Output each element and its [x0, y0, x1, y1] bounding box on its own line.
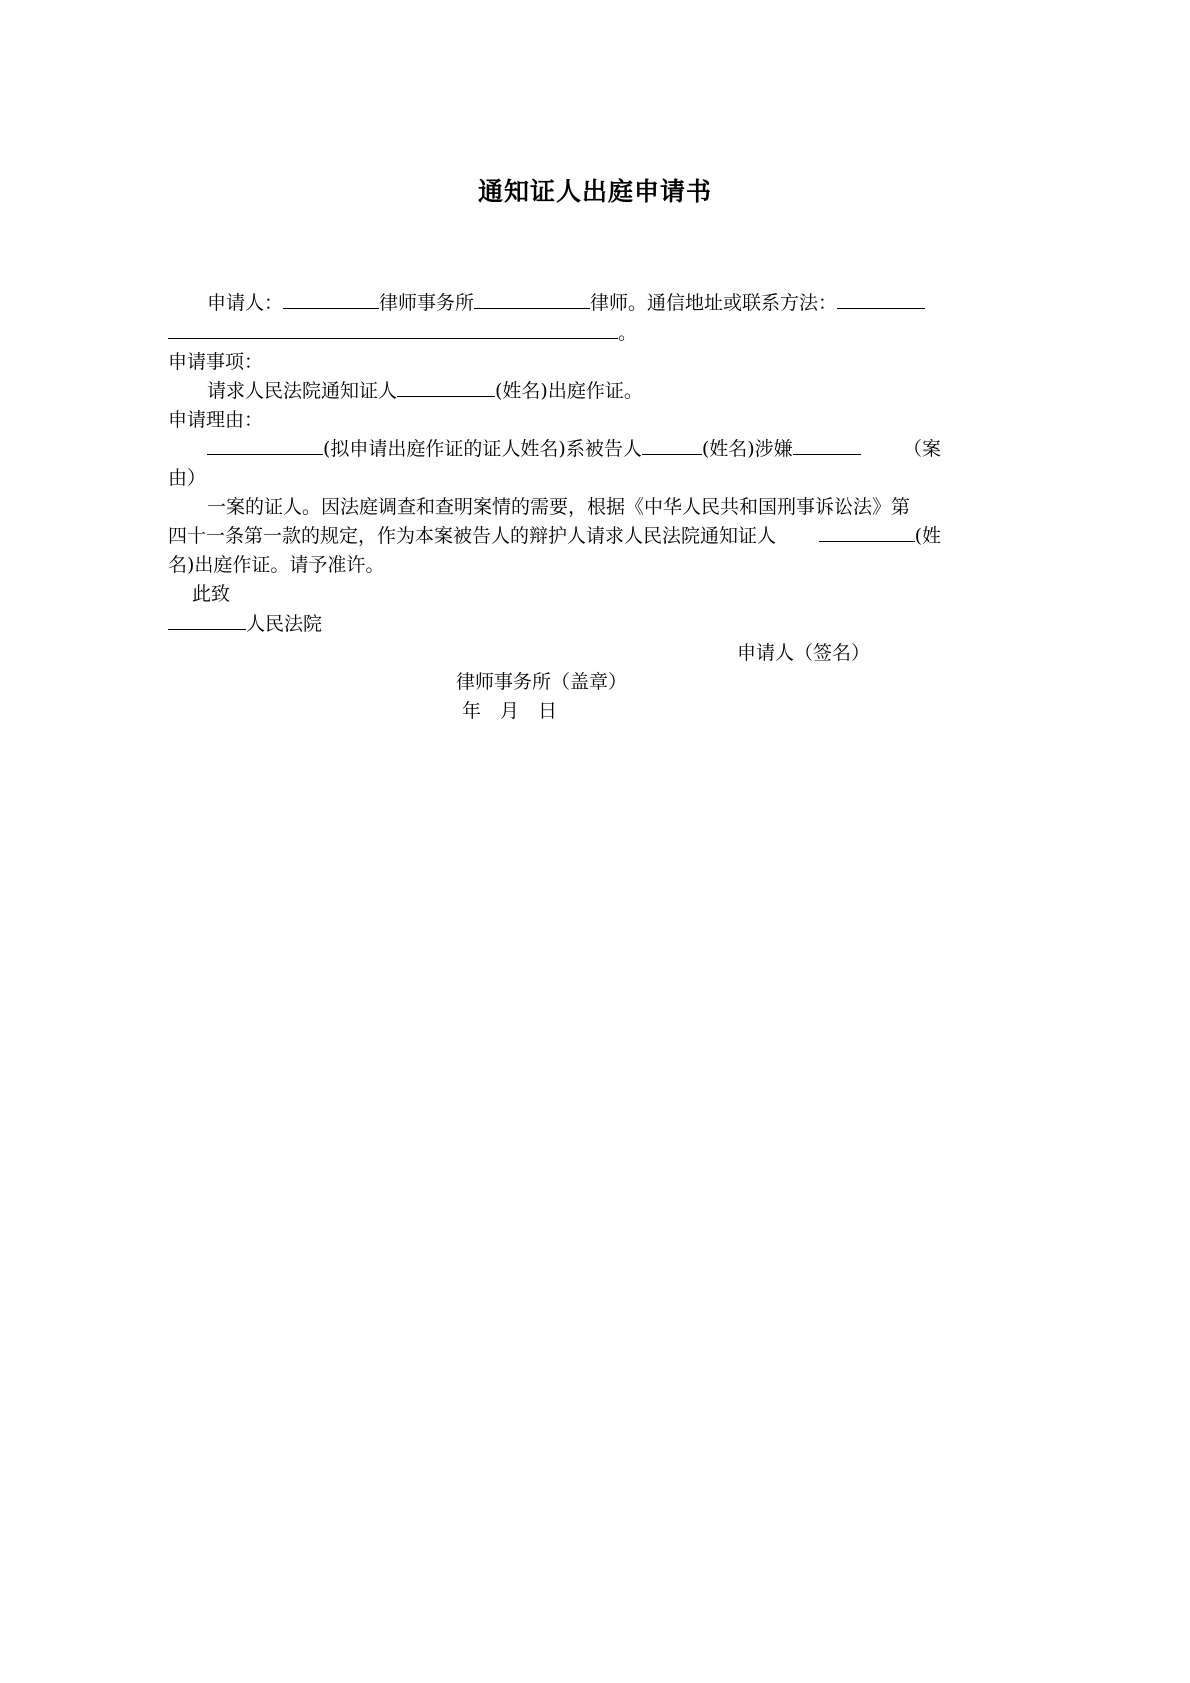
matters-heading: 申请事项： [168, 351, 264, 373]
contact-continuation-line [168, 320, 637, 346]
reasons-para-line-2-prefix: 四十一条第一款的规定，作为本案被告人的辩护人请求人民法院通知证人 [168, 525, 777, 547]
applicant-label: 申请人： [207, 292, 284, 314]
contact-end-mark: 。 [618, 322, 638, 344]
defendant-name-blank[interactable] [642, 436, 702, 455]
firm-seal: 律师事务所（盖章） [456, 671, 628, 693]
reasons-heading: 申请理由： [168, 409, 264, 431]
court-line [168, 611, 322, 637]
applicant-name-blank[interactable] [283, 290, 379, 309]
applicant-line [207, 290, 925, 316]
reasons-para-line-2-suffix: (姓 [914, 525, 941, 547]
lawyer-suffix: 律师。通信地址或联系方法： [590, 292, 838, 314]
contact-blank-2[interactable] [168, 320, 618, 339]
reasons-line-2: 由） [168, 467, 207, 489]
court-name-blank[interactable] [168, 611, 246, 630]
reasons-para-line-1: 一案的证人。因法庭调查和查明案情的需要，根据《中华人民共和国刑事诉讼法》第 [207, 496, 911, 518]
document-title: 通知证人出庭申请书 [477, 177, 712, 206]
reasons-para-line-2 [168, 523, 941, 549]
date-line: 年 月 日 [462, 700, 558, 722]
proposed-witness-blank[interactable] [207, 436, 323, 455]
contact-blank-1[interactable] [837, 290, 925, 309]
reasons-para-line-3: 名)出庭作证。请予准许。 [168, 554, 385, 576]
closing: 此致 [192, 583, 231, 605]
matters-prefix: 请求人民法院通知证人 [207, 380, 398, 402]
matters-suffix: (姓名)出庭作证。 [495, 380, 643, 402]
reasons-part-3: （案 [902, 438, 941, 460]
witness-name-blank[interactable] [397, 378, 495, 397]
matters-body [207, 378, 643, 404]
witness-name-blank-2[interactable] [819, 523, 915, 542]
lawyer-name-blank[interactable] [474, 290, 590, 309]
court-suffix: 人民法院 [246, 613, 323, 635]
firm-suffix: 律师事务所 [379, 292, 475, 314]
signature: 申请人（签名） [737, 642, 871, 664]
reasons-part-2: (姓名)涉嫌 [701, 438, 793, 460]
reasons-line-1 [207, 436, 941, 462]
charge-blank[interactable] [793, 436, 861, 455]
reasons-part-1: (拟申请出庭作证的证人姓名)系被告人 [323, 438, 642, 460]
